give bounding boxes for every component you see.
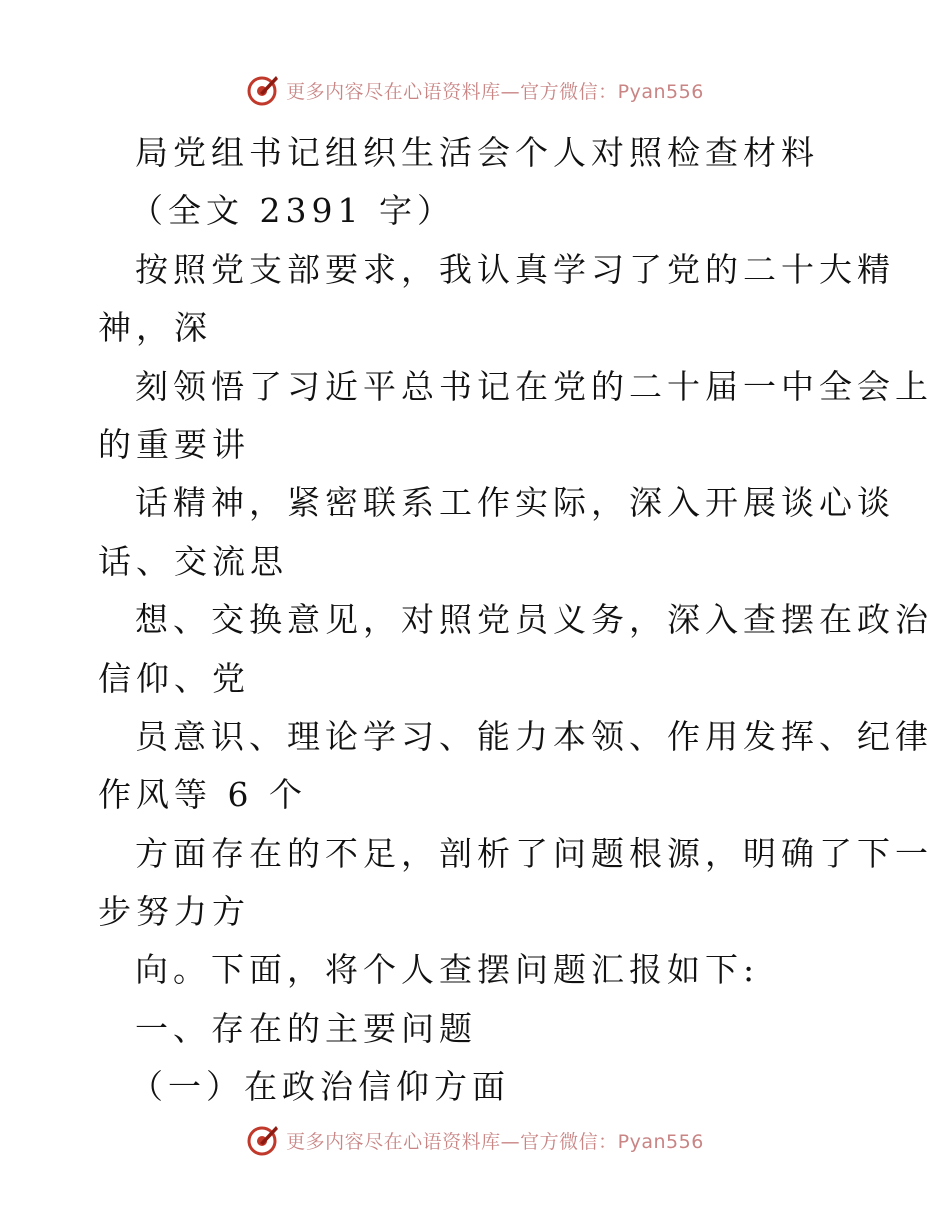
body-line: 话精神，紧密联系工作实际，深入开展谈心谈 bbox=[135, 483, 895, 523]
body-line: 向。下面，将个人查摆问题汇报如下: bbox=[135, 950, 760, 990]
body-line: 员意识、理论学习、能力本领、作用发挥、纪律 bbox=[135, 716, 933, 756]
body-line: 步努力方 bbox=[98, 892, 250, 932]
body-line: 神，深 bbox=[98, 308, 212, 348]
document-body bbox=[98, 124, 933, 1117]
body-line: 话、交流思 bbox=[98, 541, 288, 581]
body-line: 想、交换意见，对照党员义务，深入查摆在政治 bbox=[135, 600, 933, 640]
subsection-heading: （一）在政治信仰方面 bbox=[130, 1067, 510, 1107]
document-title: 局党组书记组织生活会个人对照检查材料 bbox=[135, 133, 819, 172]
quill-pen-logo-icon bbox=[246, 1123, 280, 1157]
watermark-header bbox=[0, 70, 950, 110]
watermark-footer bbox=[0, 1120, 950, 1160]
quill-pen-logo-icon bbox=[246, 73, 280, 107]
body-line: 作风等 6 个 bbox=[98, 775, 307, 815]
watermark-text: 更多内容尽在心语资料库—官方微信：Pyan556 bbox=[286, 80, 704, 103]
body-line: 方面存在的不足，剖析了问题根源，明确了下一 bbox=[135, 833, 933, 873]
section-heading: 一、存在的主要问题 bbox=[135, 1008, 477, 1048]
watermark-text: 更多内容尽在心语资料库—官方微信：Pyan556 bbox=[286, 1130, 704, 1153]
body-line: 按照党支部要求，我认真学习了党的二十大精 bbox=[135, 249, 895, 289]
body-line: 的重要讲 bbox=[98, 424, 250, 464]
body-line: 刻领悟了习近平总书记在党的二十届一中全会上 bbox=[135, 366, 933, 406]
word-count-note: （全文 2391 字） bbox=[130, 191, 455, 231]
body-line: 信仰、党 bbox=[98, 658, 250, 698]
